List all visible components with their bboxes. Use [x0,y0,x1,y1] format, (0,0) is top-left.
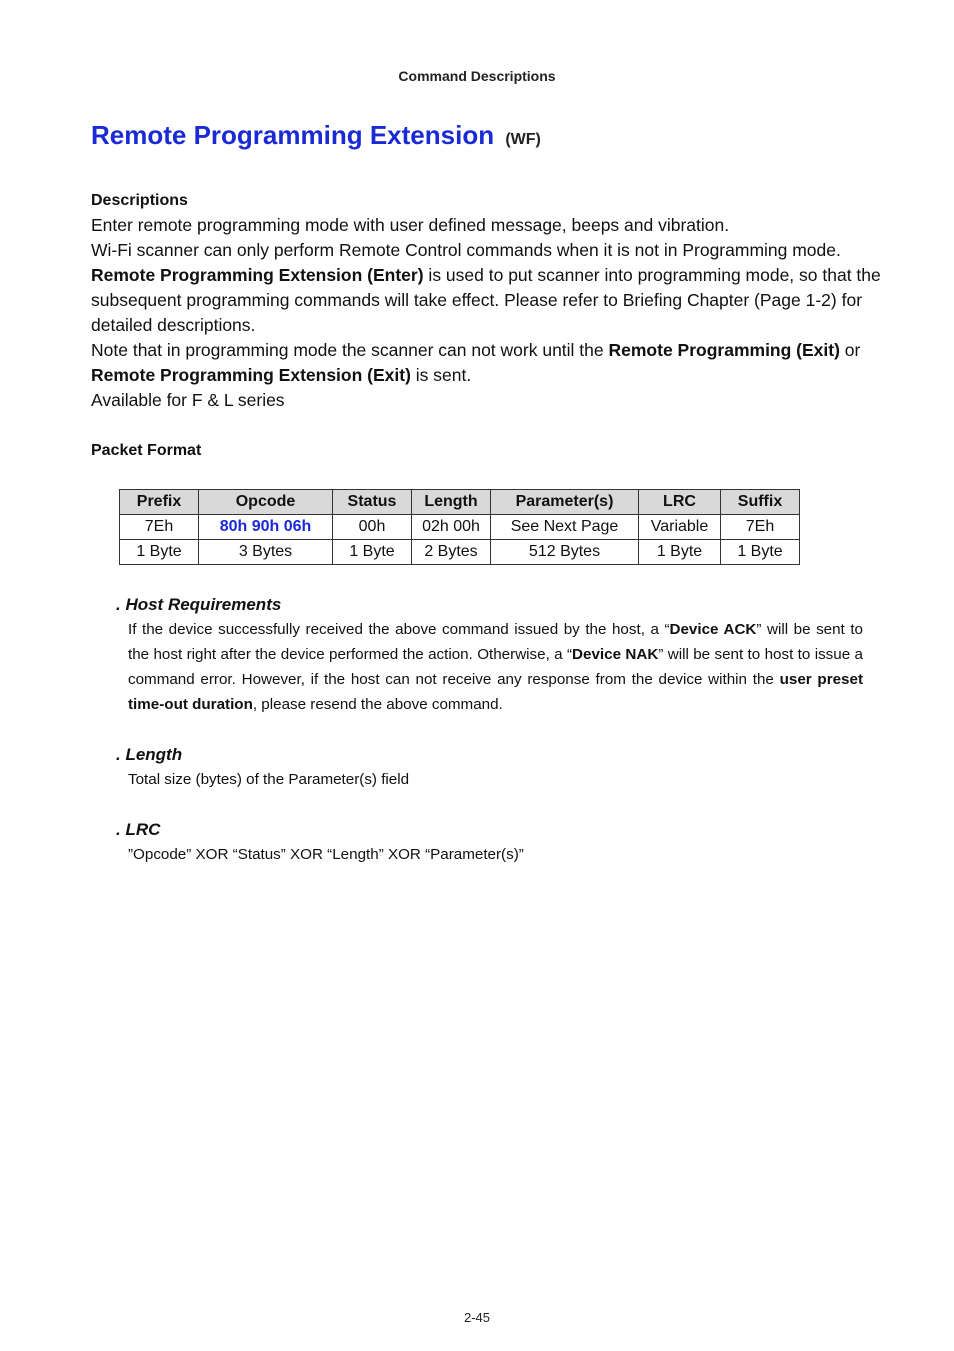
table-header-row [120,490,800,515]
cell-opcode-size: 3 Bytes [199,540,333,565]
page-title [91,120,541,151]
desc-line-2: Wi-Fi scanner can only perform Remote Control commands when it is not in Programming mode. [91,240,841,260]
host-req-text-1: If the device successfully received the above command issued by the host, a “ [128,621,670,638]
command-code: (WF) [505,131,541,148]
running-header: Command Descriptions [398,68,556,84]
table-row [120,540,800,565]
descriptions-heading: Descriptions [91,192,188,209]
desc-exit-text-2: or [839,340,861,360]
cell-status-size: 1 Byte [333,540,412,565]
page-title-text: Remote Programming Extension [91,120,495,150]
packet-format-heading: Packet Format [91,442,202,459]
col-opcode: Opcode [199,490,333,515]
cell-parameters-value: See Next Page [491,515,639,540]
cell-suffix-size: 1 Byte [721,540,800,565]
lrc-heading: . LRC [116,820,161,839]
col-status: Status [333,490,412,515]
cell-prefix-size: 1 Byte [120,540,199,565]
cell-lrc-size: 1 Byte [639,540,721,565]
col-length: Length [412,490,491,515]
host-req-bold-timeout: user preset time-out duration [128,671,864,713]
host-req-text-3: ” will be sent to host to issue a command error. However, if the host can not receive any response from the device within the [128,646,863,688]
cell-length-value: 02h 00h [412,515,491,540]
col-suffix: Suffix [721,490,800,515]
desc-exit-text-1: Note that in programming mode the scanner can not work until the [91,340,609,360]
lrc-body: ”Opcode” XOR “Status” XOR “Length” XOR “Parameter(s)” [128,846,524,863]
desc-exit-bold-1: Remote Programming (Exit) [608,340,840,360]
host-requirements-heading: . Host Requirements [116,595,282,614]
page-number: 2-45 [463,1310,491,1325]
desc-line-1: Enter remote programming mode with user defined message, beeps and vibration. [91,215,730,235]
col-prefix: Prefix [120,490,199,515]
desc-enter-bold: Remote Programming Extension (Enter) [91,265,424,285]
desc-exit-bold-2: Remote Programming Extension (Exit) [91,365,411,385]
host-req-bold-ack: Device ACK [669,621,757,638]
desc-line-availability: Available for F & L series [91,390,285,410]
host-req-text-2: ” will be sent to the host right after the device performed the action. Otherwise, a “ [128,621,863,663]
cell-lrc-value: Variable [639,515,721,540]
host-requirements-body [128,617,863,717]
desc-exit-text-3: is sent. [410,365,472,385]
length-body: Total size (bytes) of the Parameter(s) field [128,771,410,788]
desc-enter-text: is used to put scanner into programming mode, so that the subsequent programming commands will take effect. Please refer to Briefing Chapter (Page 1-2) for detailed descriptions. [91,265,881,335]
cell-prefix-value: 7Eh [120,515,199,540]
packet-format-table [119,489,800,565]
cell-opcode-value: 80h 90h 06h [199,515,333,540]
host-req-text-4: , please resend the above command. [252,696,503,713]
length-heading: . Length [116,745,183,764]
cell-status-value: 00h [333,515,412,540]
cell-length-size: 2 Bytes [412,540,491,565]
host-req-bold-nak: Device NAK [572,646,659,663]
table-row [120,515,800,540]
col-parameters: Parameter(s) [491,490,639,515]
col-lrc: LRC [639,490,721,515]
desc-paragraph-exit [91,338,881,388]
cell-parameters-size: 512 Bytes [491,540,639,565]
cell-suffix-value: 7Eh [721,515,800,540]
descriptions-body [91,213,881,413]
desc-paragraph-enter [91,263,881,338]
